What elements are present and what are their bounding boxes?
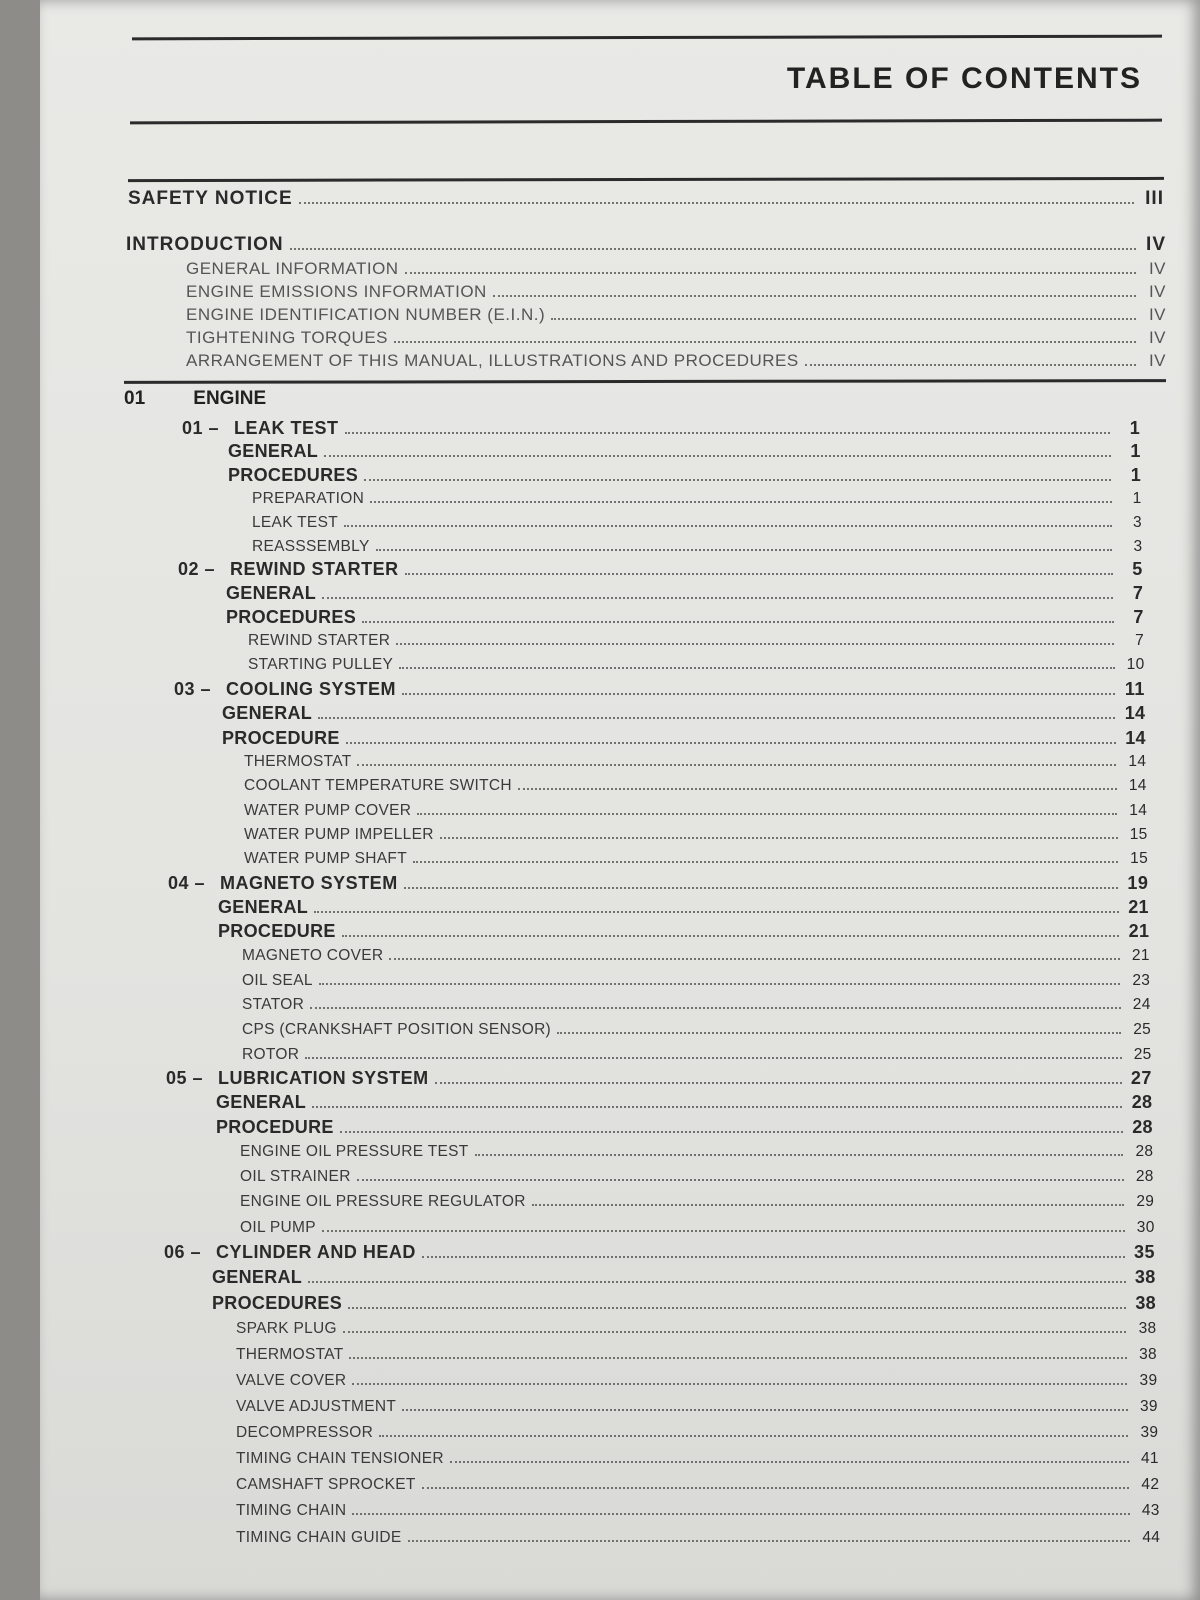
entry-page: 1 <box>1132 489 1142 507</box>
entry-label: WATER PUMP SHAFT <box>244 849 407 867</box>
dot-leader <box>308 1263 1125 1283</box>
entry-page: 14 <box>1125 728 1146 748</box>
dot-leader <box>370 485 1111 503</box>
toc-entry[interactable] <box>212 1263 1156 1288</box>
entry-page: 29 <box>1136 1192 1155 1210</box>
entry-label: LEAK TEST <box>234 418 339 438</box>
dot-leader <box>310 991 1121 1009</box>
dot-leader <box>422 1471 1130 1489</box>
entry-page: 43 <box>1141 1501 1160 1519</box>
toc-entry[interactable] <box>252 485 1142 508</box>
dot-leader <box>318 699 1115 719</box>
toc-entry[interactable] <box>252 533 1142 556</box>
entry-label: VALVE COVER <box>236 1371 347 1389</box>
entry-page: 30 <box>1136 1218 1155 1236</box>
entry-label: PROCEDURES <box>228 465 359 485</box>
toc-entry[interactable] <box>236 1445 1159 1468</box>
entry-label: STARTING PULLEY <box>248 655 394 673</box>
entry-label: REWIND STARTER <box>248 631 391 649</box>
dot-leader <box>376 533 1113 551</box>
entry-label: PROCEDURE <box>222 728 340 748</box>
entry-page: 35 <box>1134 1242 1156 1262</box>
entry-page: 5 <box>1132 559 1143 579</box>
dot-leader <box>322 579 1113 599</box>
entry-page: 39 <box>1140 1397 1158 1415</box>
dot-leader <box>399 651 1114 669</box>
entry-page: 3 <box>1133 537 1143 555</box>
dot-leader <box>402 1393 1128 1411</box>
toc-entry[interactable] <box>248 651 1145 674</box>
toc-entry[interactable] <box>242 942 1150 965</box>
entry-page: 24 <box>1132 995 1151 1013</box>
toc-entry-general-information[interactable] <box>186 255 1166 279</box>
dot-leader <box>357 748 1116 766</box>
chapter-number: 02 – <box>178 559 216 579</box>
dot-leader <box>450 1445 1129 1463</box>
entry-label: OIL SEAL <box>242 971 313 989</box>
dot-leader <box>408 1524 1131 1542</box>
dot-leader <box>422 1238 1125 1258</box>
entry-page: 42 <box>1141 1475 1160 1493</box>
dot-leader <box>417 797 1117 815</box>
dot-leader <box>357 1163 1124 1181</box>
dot-leader <box>364 461 1111 481</box>
toc-entry[interactable] <box>252 509 1142 532</box>
toc-entry-arrangement[interactable] <box>186 347 1166 371</box>
entry-page: 14 <box>1128 776 1147 794</box>
dot-leader <box>379 1419 1128 1437</box>
entry-label: PROCEDURE <box>218 921 336 941</box>
entry-page: 28 <box>1132 1117 1153 1137</box>
entry-page: 38 <box>1139 1345 1157 1363</box>
toc-entry[interactable] <box>218 893 1149 918</box>
toc-entry[interactable] <box>222 724 1146 749</box>
toc-entry[interactable] <box>236 1497 1160 1520</box>
entry-label: GENERAL <box>216 1092 307 1112</box>
section-heading <box>124 388 266 410</box>
toc-entry[interactable] <box>218 917 1149 942</box>
entry-page: 7 <box>1135 631 1145 649</box>
chapter-number: 06 – <box>164 1242 202 1262</box>
entry-page: 1 <box>1129 418 1141 438</box>
section-rule <box>124 379 1166 384</box>
entry-label: COOLING SYSTEM <box>226 679 397 699</box>
entry-label: SAFETY NOTICE <box>128 188 293 209</box>
dot-leader <box>394 324 1136 343</box>
entry-label: TIMING CHAIN <box>236 1501 347 1519</box>
toc-entry[interactable] <box>226 603 1144 628</box>
entry-page: 14 <box>1128 752 1147 770</box>
entry-page: 3 <box>1133 513 1142 531</box>
entry-label: DECOMPRESSOR <box>236 1423 374 1441</box>
entry-page: 39 <box>1140 1423 1159 1441</box>
toc-entry[interactable] <box>242 1041 1152 1064</box>
entry-label: PROCEDURE <box>216 1117 334 1137</box>
chapter-number: 04 – <box>168 873 206 893</box>
entry-label: ROTOR <box>242 1045 300 1063</box>
dot-leader <box>532 1188 1124 1206</box>
dot-leader <box>551 301 1136 320</box>
toc-entry[interactable] <box>248 627 1144 650</box>
dot-leader <box>557 1016 1121 1034</box>
entry-page: 28 <box>1135 1167 1154 1185</box>
toc-entry[interactable] <box>244 797 1147 820</box>
entry-page: 41 <box>1140 1449 1159 1467</box>
toc-entry[interactable] <box>242 991 1151 1014</box>
entry-label: TIMING CHAIN TENSIONER <box>236 1449 444 1467</box>
toc-entry[interactable] <box>244 821 1148 844</box>
dot-leader <box>518 772 1117 790</box>
toc-entry[interactable] <box>222 699 1145 724</box>
dot-leader <box>405 555 1113 575</box>
dot-leader <box>343 1315 1127 1333</box>
dot-leader <box>290 229 1136 250</box>
entry-label: WATER PUMP IMPELLER <box>244 825 434 843</box>
dot-leader <box>319 967 1120 985</box>
entry-page: 1 <box>1130 441 1141 461</box>
entry-page: 28 <box>1131 1092 1153 1112</box>
entry-label: PROCEDURES <box>226 607 357 627</box>
toc-entry[interactable] <box>236 1315 1156 1338</box>
toc-entry[interactable] <box>216 1088 1152 1113</box>
dot-leader <box>493 278 1136 297</box>
entry-label: INTRODUCTION <box>126 234 284 255</box>
toc-entry[interactable] <box>240 1138 1153 1161</box>
section-number: 01 <box>124 388 146 409</box>
toc-entry[interactable] <box>236 1367 1157 1390</box>
toc-entry[interactable] <box>240 1188 1154 1211</box>
toc-chapter-entry[interactable] <box>166 1064 1152 1089</box>
toc-entry[interactable] <box>236 1471 1159 1494</box>
entry-page: 10 <box>1126 655 1145 673</box>
entry-label: COOLANT TEMPERATURE SWITCH <box>244 776 512 794</box>
entry-page: 15 <box>1130 849 1148 867</box>
entry-page: 21 <box>1128 897 1149 917</box>
chapter-number: 03 – <box>174 679 212 699</box>
toc-entry[interactable] <box>236 1393 1158 1416</box>
dot-leader <box>314 893 1119 913</box>
top-rule <box>132 35 1162 41</box>
dot-leader <box>299 183 1134 204</box>
toc-entry[interactable] <box>244 748 1146 771</box>
entry-page: 21 <box>1128 921 1150 941</box>
entry-page: IV <box>1148 351 1166 370</box>
dot-leader <box>404 869 1119 889</box>
entry-page: 27 <box>1130 1068 1152 1088</box>
entry-label: LEAK TEST <box>252 513 338 531</box>
toc-entry[interactable] <box>240 1163 1154 1186</box>
entry-page: 15 <box>1129 825 1148 843</box>
entry-label: WATER PUMP COVER <box>244 801 412 819</box>
toc-entry[interactable] <box>244 772 1147 795</box>
dot-leader <box>435 1064 1122 1084</box>
entry-label: STATOR <box>242 995 305 1013</box>
dot-leader <box>352 1367 1127 1385</box>
entry-label: CPS (CRANKSHAFT POSITION SENSOR) <box>242 1020 552 1038</box>
dot-leader <box>413 845 1118 863</box>
toc-entry[interactable] <box>244 845 1148 868</box>
entry-page: 44 <box>1142 1528 1161 1546</box>
entry-label: OIL PUMP <box>240 1218 316 1236</box>
entry-label: GENERAL <box>212 1267 303 1287</box>
dot-leader <box>340 1113 1123 1133</box>
entry-label: TIMING CHAIN GUIDE <box>236 1528 402 1546</box>
entry-page: IV <box>1148 259 1166 278</box>
toc-entry-tightening-torques[interactable] <box>186 324 1166 348</box>
dot-leader <box>312 1088 1122 1108</box>
entry-page: 23 <box>1132 971 1151 989</box>
toc-entry[interactable] <box>236 1524 1160 1547</box>
entry-label: REASSSEMBLY <box>252 537 370 555</box>
entry-label: MAGNETO SYSTEM <box>220 873 398 893</box>
entry-page: 21 <box>1131 946 1150 964</box>
entry-page: 28 <box>1135 1142 1154 1160</box>
entry-page: 25 <box>1133 1020 1152 1038</box>
toc-entry-engine-identification[interactable] <box>186 301 1166 325</box>
entry-page: 19 <box>1127 873 1149 893</box>
manual-page <box>40 0 1200 1600</box>
entry-label: PROCEDURES <box>212 1293 343 1313</box>
toc-chapter-entry[interactable] <box>168 869 1148 894</box>
toc-chapter-entry[interactable] <box>178 555 1143 580</box>
toc-entry[interactable] <box>242 967 1150 990</box>
entry-label: MAGNETO COVER <box>242 946 384 964</box>
entry-page: 39 <box>1139 1371 1158 1389</box>
entry-label: ENGINE IDENTIFICATION NUMBER (E.I.N.) <box>186 305 546 324</box>
dot-leader <box>322 1214 1125 1232</box>
toc-entry-engine-emissions[interactable] <box>186 278 1166 302</box>
dot-leader <box>402 675 1115 695</box>
entry-label: THERMOSTAT <box>244 752 352 770</box>
dot-leader <box>344 509 1112 527</box>
toc-entry[interactable] <box>240 1214 1155 1237</box>
dot-leader <box>440 821 1118 839</box>
toc-entry[interactable] <box>242 1016 1151 1039</box>
entry-page: 38 <box>1138 1319 1157 1337</box>
entry-label: ENGINE OIL PRESSURE TEST <box>240 1142 469 1160</box>
entry-label: VALVE ADJUSTMENT <box>236 1397 397 1415</box>
entry-label: ENGINE EMISSIONS INFORMATION <box>186 282 487 301</box>
entry-page: 38 <box>1134 1267 1156 1287</box>
entry-label: PREPARATION <box>252 489 365 507</box>
entry-label: ENGINE OIL PRESSURE REGULATOR <box>240 1192 526 1210</box>
dot-leader <box>389 942 1119 960</box>
entry-label: THERMOSTAT <box>236 1345 344 1363</box>
dot-leader <box>405 255 1136 274</box>
section-title: ENGINE <box>193 388 267 409</box>
entry-label: TIGHTENING TORQUES <box>186 328 389 347</box>
entry-page: 7 <box>1133 607 1144 627</box>
entry-label: GENERAL <box>226 583 317 603</box>
dot-leader <box>348 1289 1126 1309</box>
toc-entry-safety-notice[interactable] <box>128 183 1164 210</box>
entry-page: 38 <box>1135 1293 1156 1313</box>
chapter-number: 01 – <box>182 418 220 438</box>
front-matter-rule <box>128 177 1164 182</box>
dot-leader <box>342 917 1120 937</box>
dot-leader <box>324 437 1111 457</box>
dot-leader <box>805 347 1136 366</box>
entry-page: 1 <box>1130 465 1142 485</box>
entry-label: GENERAL <box>222 703 313 723</box>
entry-label: OIL STRAINER <box>240 1167 351 1185</box>
entry-label: CAMSHAFT SPROCKET <box>236 1475 416 1493</box>
entry-label: GENERAL <box>228 441 319 461</box>
dot-leader <box>305 1041 1121 1059</box>
chapter-number: 05 – <box>166 1068 204 1088</box>
entry-page: IV <box>1146 234 1166 255</box>
entry-page: IV <box>1148 282 1166 301</box>
entry-label: GENERAL INFORMATION <box>186 259 399 278</box>
toc-entry[interactable] <box>216 1113 1153 1138</box>
entry-label: SPARK PLUG <box>236 1319 337 1337</box>
toc-chapter-entry[interactable] <box>174 675 1145 700</box>
entry-page: 11 <box>1124 679 1145 699</box>
toc-entry[interactable] <box>236 1419 1158 1442</box>
dot-leader <box>349 1341 1126 1359</box>
entry-label: CYLINDER AND HEAD <box>216 1242 416 1262</box>
title-rule <box>130 119 1162 125</box>
dot-leader <box>362 603 1114 623</box>
toc-entry[interactable] <box>228 461 1141 486</box>
dot-leader <box>396 627 1114 645</box>
entry-page: 7 <box>1132 583 1144 603</box>
dot-leader <box>345 414 1111 434</box>
toc-entry[interactable] <box>236 1341 1157 1364</box>
dot-leader <box>352 1497 1129 1515</box>
entry-page: IV <box>1148 305 1166 324</box>
toc-chapter-entry[interactable] <box>164 1238 1155 1263</box>
entry-label: LUBRICATION SYSTEM <box>218 1068 429 1088</box>
dot-leader <box>346 724 1116 744</box>
entry-label: GENERAL <box>218 897 309 917</box>
entry-page: III <box>1145 188 1164 209</box>
toc-entry[interactable] <box>212 1289 1156 1314</box>
entry-page: 25 <box>1133 1045 1152 1063</box>
toc-entry[interactable] <box>226 579 1143 604</box>
dot-leader <box>475 1138 1124 1156</box>
entry-page: IV <box>1148 328 1166 347</box>
entry-page: 14 <box>1129 801 1148 819</box>
toc-chapter-entry[interactable] <box>182 414 1140 439</box>
toc-entry-introduction[interactable] <box>126 229 1166 256</box>
toc-entry[interactable] <box>228 437 1141 462</box>
entry-page: 14 <box>1124 703 1146 723</box>
entry-label: ARRANGEMENT OF THIS MANUAL, ILLUSTRATIONS AND PROCEDURES <box>186 351 799 370</box>
page-title: TABLE OF CONTENTS <box>786 62 1142 95</box>
entry-label: REWIND STARTER <box>230 559 399 579</box>
